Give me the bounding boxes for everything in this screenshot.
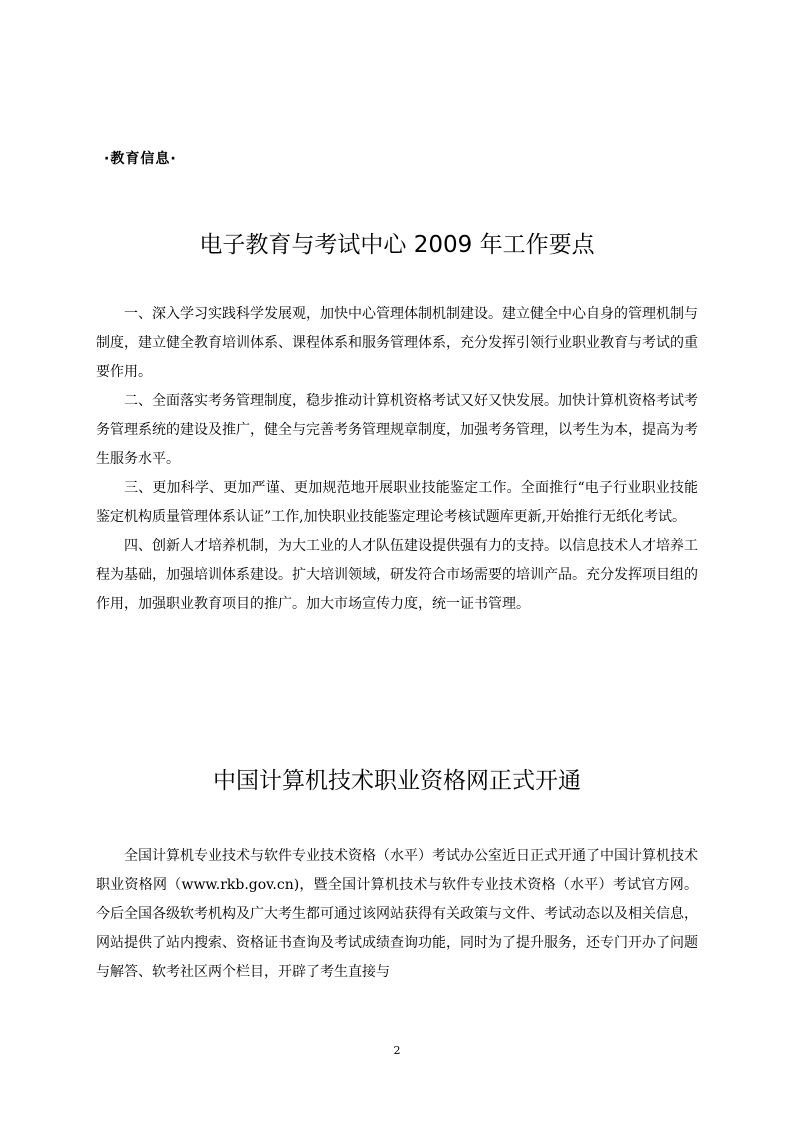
article-2-body	[96, 842, 698, 987]
article-1-paragraph-2: 二、全面落实考务管理制度，稳步推动计算机资格考试又好又快发展。加快计算机资格考试考务管理系统的建设及推广，健全与完善考务管理规章制度，加强考务管理，以考生为本，提高为考生服务水平。	[96, 393, 698, 467]
article-1-paragraph-4: 四、创新人才培养机制，为大工业的人才队伍建设提供强有力的支持。以信息技术人才培养工程为基础，加强培训体系建设。扩大培训领域，研发符合市场需要的培训产品。充分发挥项目组的作用，加强职业教育项目的推广。加大市场宣传力度，统一证书管理。	[96, 538, 698, 612]
article-1-body	[96, 300, 698, 619]
article-1-paragraph-3: 三、更加科学、更加严谨、更加规范地开展职业技能鉴定工作。全面推行“电子行业职业技能鉴定机构质量管理体系认证”工作,加快职业技能鉴定理论考核试题库更新,开始推行无纸化考试。	[96, 480, 698, 525]
article-2-title: 中国计算机技术职业资格网正式开通	[213, 768, 581, 794]
article-1-paragraph-1: 一、深入学习实践科学发展观，加快中心管理体制机制建设。建立健全中心自身的管理机制与制度，建立健全教育培训体系、课程体系和服务管理体系，充分发挥引领行业职业教育与考试的重要作用。	[96, 306, 698, 380]
page-number: 2	[393, 1044, 401, 1057]
article-2-paragraph-1: 全国计算机专业技术与软件专业技术资格（水平）考试办公室近日正式开通了中国计算机技术职业资格网（www.rkb.gov.cn)，暨全国计算机技术与软件专业技术资格（水平）考试官方网。今后全国各级软考机构及广大考生都可通过该网站获得有关政策与文件、考试动态以及相关信息，网站提供了站内搜索、资格证书查询及考试成绩查询功能，同时为了提升服务，还专门开办了问题与解答、软考社区两个栏目，开辟了考生直接与	[96, 848, 698, 980]
article-1-title: 电子教育与考试中心 2009 年工作要点	[199, 232, 595, 258]
section-label: ·教育信息·	[104, 151, 177, 167]
